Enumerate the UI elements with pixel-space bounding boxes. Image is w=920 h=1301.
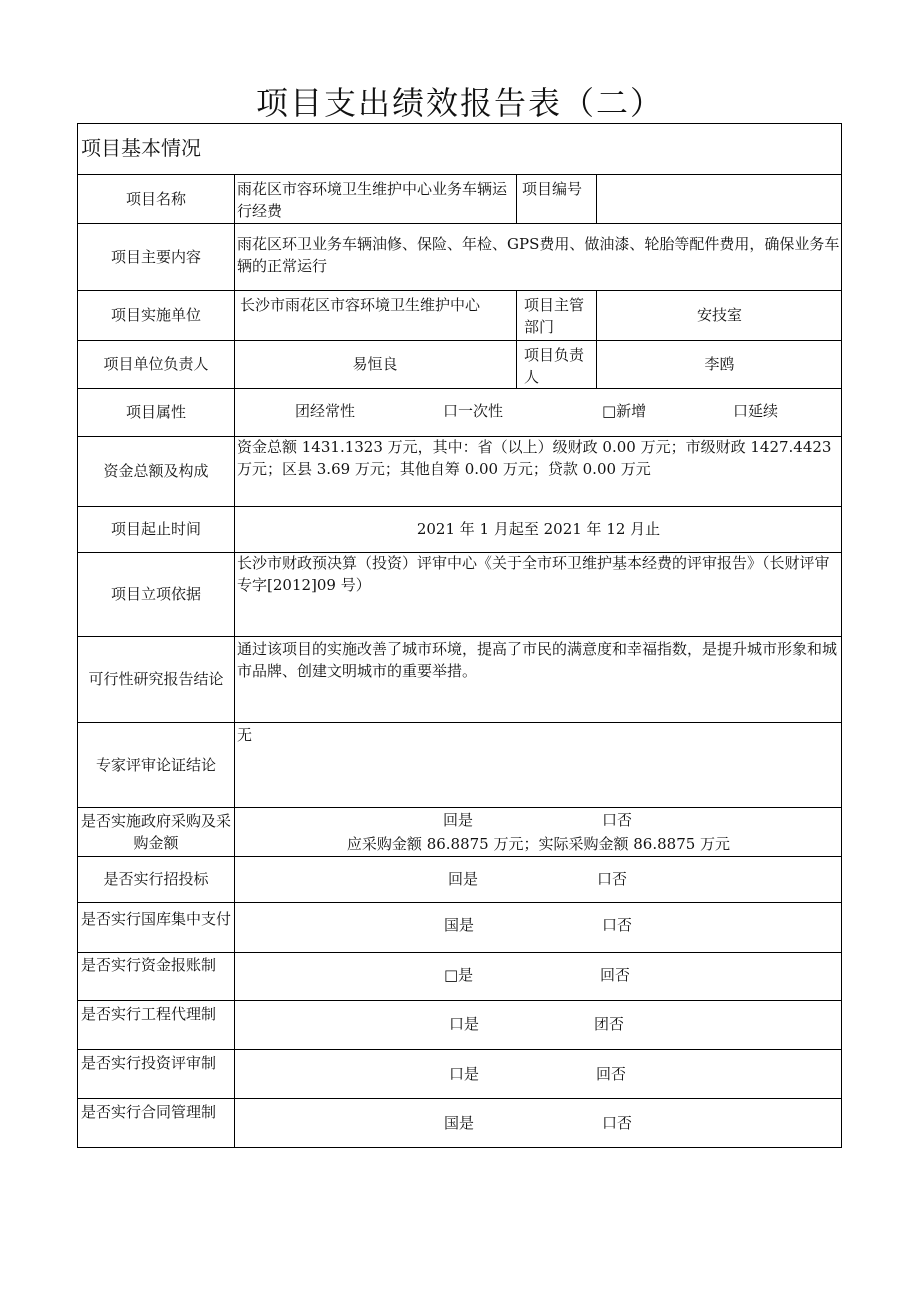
feasibility-conclusion-value: 通过该项目的实施改善了城市环境，提高了市民的满意度和幸福指数，是提升城市形象和城市品牌、创建文明城市的重要举措。 [237,640,838,680]
attribute-option-one-time[interactable]: 口一次性 [443,402,504,420]
project-code-label: 项目编号 [522,180,583,198]
procurement-amount: 应采购金额 86.8875 万元；实际采购金额 86.8875 万元 [346,835,731,853]
main-content-label: 项目主要内容 [110,247,201,266]
contract-yes-option[interactable]: 国是 [444,1114,475,1132]
fund-reimbursement-label: 是否实行资金报账制 [81,956,217,974]
unit-leader-label: 项目单位负责人 [103,355,209,373]
approval-basis-label: 项目立项依据 [110,585,201,603]
unit-leader-value: 易恒良 [352,355,398,373]
report-form [77,123,842,1148]
implementing-unit-label: 项目实施单位 [110,306,201,324]
project-period-value: 2021 年 1 月起至 2021 年 12 月止 [416,520,661,538]
section-header: 项目基本情况 [81,136,201,160]
investment-review-yes-option[interactable]: 口是 [449,1065,480,1083]
expert-review-label: 专家评审论证结论 [95,755,216,774]
treasury-no-option[interactable]: 口否 [602,916,633,934]
project-period-label: 项目起止时间 [110,520,201,538]
attribute-option-new[interactable]: □新增 [602,402,647,420]
implementing-unit-value: 长沙市雨花区市容环境卫生维护中心 [240,296,481,314]
project-manager-value: 李鸥 [704,355,735,373]
procurement-yes-option[interactable]: 回是 [443,811,474,829]
engineering-agency-label: 是否实行工程代理制 [81,1005,217,1023]
attribute-option-continued[interactable]: 口延续 [733,402,779,420]
expert-review-value: 无 [237,726,253,744]
project-manager-label: 项目负责人 [524,346,585,386]
approval-basis-value: 长沙市财政预决算（投资）评审中心《关于全市环卫维护基本经费的评审报告》（长财评审专字[2012]09 号） [237,554,830,594]
agency-no-option[interactable]: 团否 [594,1015,625,1033]
attribute-option-recurring[interactable]: 团经常性 [295,402,356,420]
treasury-payment-label: 是否实行国库集中支付 [81,910,232,928]
feasibility-conclusion-label: 可行性研究报告结论 [88,670,224,688]
main-content-value: 雨花区环卫业务车辆油修、保险、年检、GPS费用、做油漆、轮胎等配件费用，确保业务车辆的正常运行 [237,235,840,275]
project-code-value [596,174,843,223]
reimbursement-no-option[interactable]: 回否 [600,966,631,984]
bidding-no-option[interactable]: 口否 [597,870,628,888]
supervising-dept-value: 安技室 [696,306,742,324]
bidding-yes-option[interactable]: 回是 [448,870,479,888]
bidding-label: 是否实行招投标 [103,870,209,888]
project-attribute-label: 项目属性 [125,403,186,421]
reimbursement-yes-option[interactable]: □是 [444,966,474,984]
investment-review-no-option[interactable]: 回否 [596,1065,627,1083]
procurement-no-option[interactable]: 口否 [602,811,633,829]
funds-label: 资金总额及构成 [103,462,209,480]
investment-review-label: 是否实行投资评审制 [81,1054,217,1072]
funds-value: 资金总额 1431.1323 万元，其中：省（以上）级财政 0.00 万元；市级财政 1427.4423 万元；区县 3.69 万元；其他自筹 0.00 万元；贷款 0.00 万元 [237,438,832,478]
supervising-dept-label: 项目主管部门 [524,296,585,336]
page-title: 项目支出绩效报告表（二） [255,84,664,122]
procurement-label: 是否实施政府采购及采购金额 [80,811,231,852]
treasury-yes-option[interactable]: 国是 [444,916,475,934]
project-name-value: 雨花区市容环境卫生维护中心业务车辆运行经费 [237,180,508,220]
contract-no-option[interactable]: 口否 [602,1114,633,1132]
agency-yes-option[interactable]: 口是 [449,1015,480,1033]
contract-management-label: 是否实行合同管理制 [81,1103,217,1121]
project-name-label: 项目名称 [125,189,186,208]
